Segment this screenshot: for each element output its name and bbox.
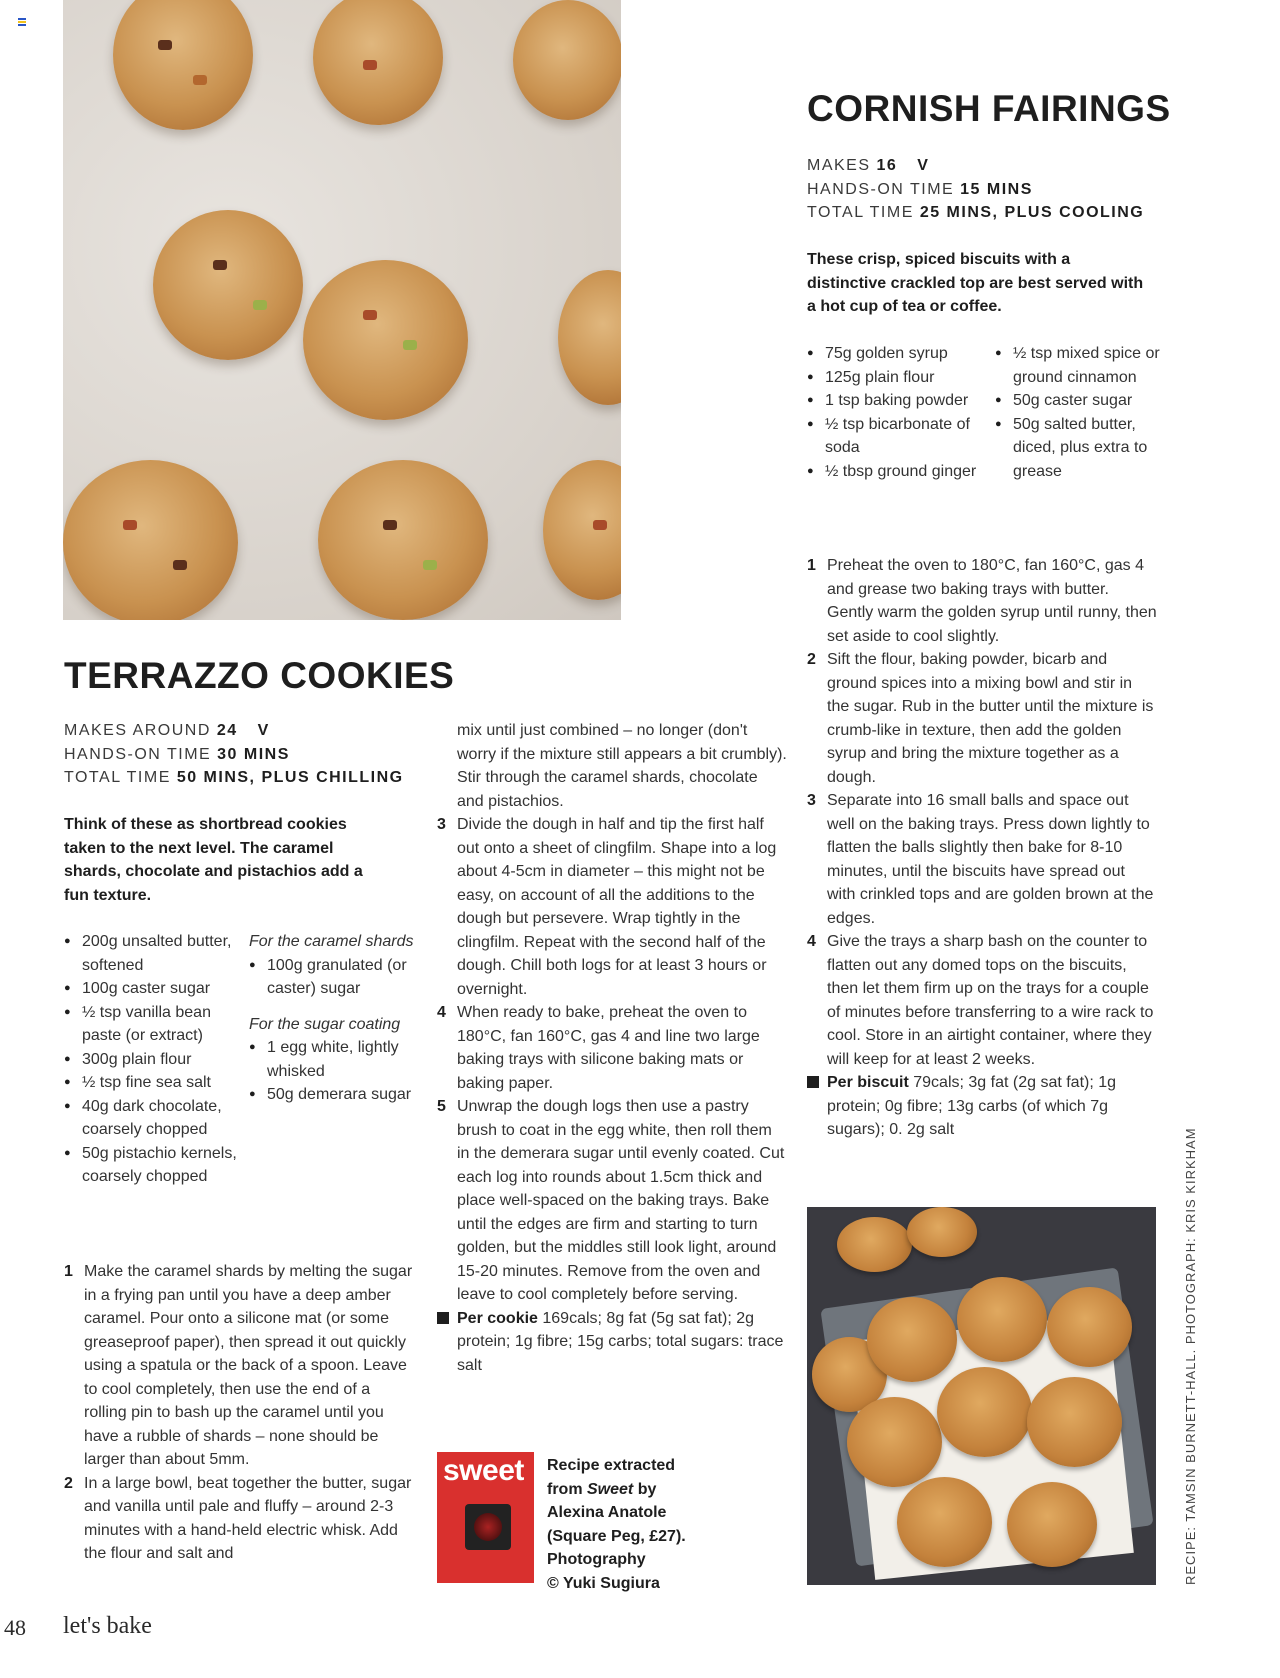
ingredient: ● 100g caster sugar [64, 977, 239, 1001]
ingredient: ● 40g dark chocolate, coarsely chopped [64, 1095, 239, 1142]
square-bullet-icon [437, 1312, 449, 1324]
ingredient: ● 50g salted butter, diced, plus extra to grease [995, 413, 1165, 484]
terrazzo-method-col1 [64, 1260, 414, 1566]
dessert-plate-icon [465, 1504, 511, 1550]
method-step: 2 In a large bowl, beat together the butter, sugar and vanilla until pale and fluffy – around 2-3 minutes with a hand-held electric whisk. Add the flour and salt and [64, 1474, 412, 1562]
square-bullet-icon [807, 1076, 819, 1088]
terrazzo-makes: MAKES AROUND 24 V [64, 722, 270, 739]
method-step: 3 Separate into 16 small balls and space out well on the baking trays. Press down lightly to flatten the balls slightly then bake for 8-10 minutes, until the biscuits have spread out with crinkled tops and are golden brown at the edges. [807, 792, 1154, 927]
ingredient: ● ½ tsp fine sea salt [64, 1071, 239, 1095]
cornish-ingredients-col1 [807, 342, 982, 483]
ingredient: ● ½ tbsp ground ginger [807, 460, 982, 484]
cornish-title: CORNISH FAIRINGS [807, 88, 1171, 129]
ingredient: ● ½ tsp vanilla bean paste (or extract) [64, 1001, 239, 1048]
cornish-fairings-photo [807, 1207, 1156, 1585]
ingredient: ● 125g plain flour [807, 366, 982, 390]
cornish-total: TOTAL TIME 25 MINS, PLUS COOLING [807, 204, 1145, 221]
method-step: 4 Give the trays a sharp bash on the counter to flatten out any domed tops on the biscuits, then let them firm up on the trays for a couple of minutes before transferring to a wire rack to cool. Store in an airtight container, where they will keep for at least 2 weeks. [807, 933, 1154, 1068]
section-name: let's bake [63, 1613, 152, 1639]
terrazzo-total: TOTAL TIME 50 MINS, PLUS CHILLING [64, 769, 404, 786]
terrazzo-cookies-photo [63, 0, 621, 620]
cornish-intro: These crisp, spiced biscuits with a distinctive crackled top are best served with a hot cup of tea or coffee. [807, 251, 1144, 315]
ingredient: ● 300g plain flour [64, 1048, 239, 1072]
method-step: 2 Sift the flour, baking powder, bicarb and ground spices into a mixing bowl and stir in the sugar. Rub in the butter until the mixture is crumb-like in texture, then add the golden syrup and bring the mixture together as a dough. [807, 651, 1154, 786]
ingredient: ● 100g granulated (or caster) sugar [249, 954, 419, 1001]
cornish-nutrition: Per biscuit 79cals; 3g fat (2g sat fat); 1g protein; 0g fibre; 13g carbs (of which 7g sugars); 0. 2g salt [807, 1071, 1157, 1142]
cornish-meta [807, 154, 1144, 225]
method-step-continued: mix until just combined – no longer (don't worry if the mixture still appears a bit crumbly). Stir through the caramel shards, chocolate and pistachios. [457, 722, 787, 810]
terrazzo-ingredients-col1 [64, 930, 239, 1189]
sugar-subheading: For the sugar coating [249, 1015, 401, 1033]
ingredient: ● 75g golden syrup [807, 342, 982, 366]
terrazzo-intro: Think of these as shortbread cookies taken to the next level. The caramel shards, chocolate and pistachios add a fun texture. [64, 816, 363, 904]
method-step: 1 Preheat the oven to 180°C, fan 160°C, gas 4 and grease two baking trays with butter. Gently warm the golden syrup until runny, then set aside to cool slightly. [807, 557, 1157, 645]
ingredient: ● ½ tsp bicarbonate of soda [807, 413, 982, 460]
ingredient: ● ½ tsp mixed spice or ground cinnamon [995, 342, 1165, 389]
photo-credit-vertical: RECIPE: TAMSIN BURNETT-HALL. PHOTOGRAPH: KRIS KIRKHAM [1183, 1127, 1198, 1585]
ingredient: ● 200g unsalted butter, softened [64, 930, 239, 977]
cornish-method [807, 554, 1157, 1142]
ingredient: ● 1 tsp baking powder [807, 389, 982, 413]
method-step: 5 Unwrap the dough logs then use a pastry brush to coat in the egg white, then roll them in the demerara sugar until evenly coated. Cut each log into rounds about 1.5cm thick and place well-spaced on the baking trays. Bake until the edges are firm and starting to turn golden, but the middles still look light, around 15-20 minutes. Remove from the oven and leave to cool completely before serving. [437, 1098, 785, 1303]
page-number: 48 [4, 1615, 26, 1640]
cornish-ingredients-col2 [995, 342, 1165, 483]
method-step: 1 Make the caramel shards by melting the sugar in a frying pan until you have a deep amber caramel. Pour onto a silicone mat (or some greaseproof paper), then spread it out quickly using a spatula or the back of a spoon. Leave to cool completely, then use the end of a rolling pin to bash up the caramel until you have a rubble of shards – none should be larger than about 5mm. [64, 1263, 413, 1468]
cornish-makes: MAKES 16 V [807, 157, 930, 174]
terrazzo-hands-on: HANDS-ON TIME 30 MINS [64, 745, 290, 763]
method-step: 3 Divide the dough in half and tip the first half out onto a sheet of clingfilm. Shape into a log about 4-5cm in diameter – this might not be easy, on account of all the additions to the dough but persevere. Wrap tightly in the clingfilm. Repeat with the second half of the dough. Chill both logs for at least 3 hours or overnight. [437, 816, 777, 998]
terrazzo-method-col2 [437, 719, 787, 1377]
method-step: 4 When ready to bake, preheat the oven to 180°C, fan 160°C, gas 4 and line two large baking trays with silicone baking mats or baking paper. [437, 1004, 760, 1092]
terrazzo-nutrition: Per cookie 169cals; 8g fat (5g sat fat); 2g protein; 1g fibre; 15g carbs; total sugars: trace salt [437, 1307, 787, 1378]
book-cover-title: sweet [443, 1454, 524, 1487]
flag-icon [18, 18, 26, 26]
book-cover [437, 1452, 534, 1583]
terrazzo-ingredients-col2 [249, 930, 419, 1107]
terrazzo-meta [64, 719, 404, 790]
ingredient: ● 50g demerara sugar [249, 1083, 419, 1107]
book-credit: Recipe extracted from Sweet by Alexina Anatole (Square Peg, £27). Photography © Yuki Sugiura [547, 1457, 686, 1592]
ingredient: ● 50g caster sugar [995, 389, 1165, 413]
terrazzo-title: TERRAZZO COOKIES [64, 655, 455, 696]
ingredient: ● 50g pistachio kernels, coarsely chopped [64, 1142, 239, 1189]
caramel-subheading: For the caramel shards [249, 933, 414, 950]
cornish-hands-on: HANDS-ON TIME 15 MINS [807, 180, 1033, 198]
ingredient: ● 1 egg white, lightly whisked [249, 1036, 419, 1083]
